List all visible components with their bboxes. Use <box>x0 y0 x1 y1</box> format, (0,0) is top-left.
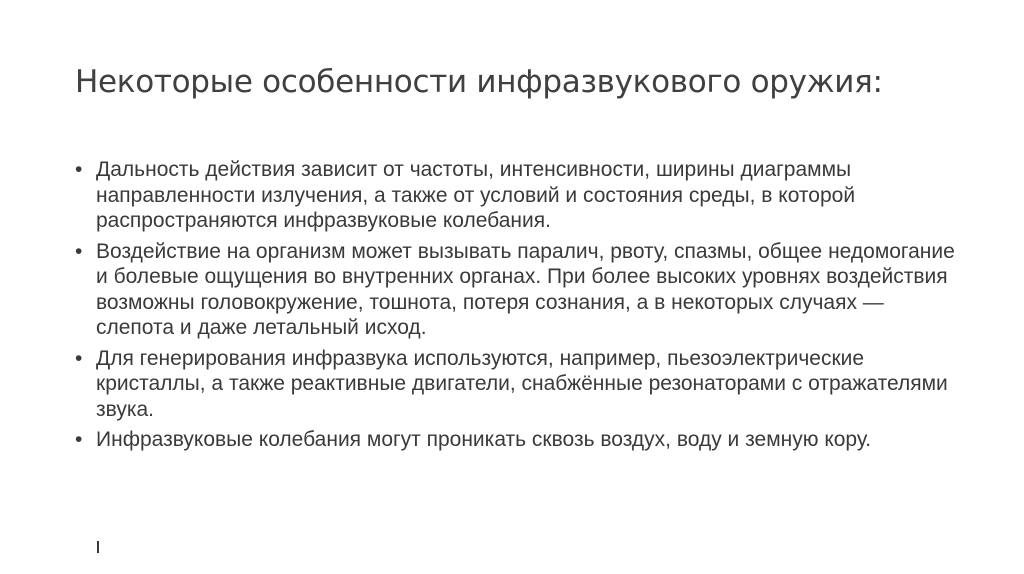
bullet-item-range <box>75 157 955 234</box>
bullet-list <box>75 157 955 458</box>
bullet-icon: • <box>75 158 83 181</box>
bullet-item-penetration <box>75 427 955 453</box>
bullet-text: Инфразвуковые колебания могут проникать сквозь воздух, воду и земную кору. <box>96 428 872 451</box>
bullet-text: Для генерирования инфразвука используются, например, пьезоэлектрические кристаллы, а также реактивные двигатели, снабжённые резонаторами с отражателями звука. <box>96 346 948 421</box>
bullet-icon: • <box>75 428 83 451</box>
bullet-icon: • <box>75 346 83 370</box>
bullet-text: Воздействие на организм может вызывать паралич, рвоту, спазмы, общее недомогание и болевые ощущения во внутренних органах. При более высоких уровнях воздействия возможны головокружение, тошнота, потеря сознания, а в некоторых случаях — слепота и даже летальный исход. <box>96 239 955 339</box>
bullet-text: Дальность действия зависит от частоты, интенсивности, ширины диаграммы направленности излучения, а также от условий и состояния среды, в которой распространяются инфразвуковые колебания. <box>96 158 856 232</box>
bullet-item-effects <box>75 239 955 341</box>
slide-title: Некоторые особенности инфразвукового оружия: <box>75 64 883 100</box>
bullet-item-generation <box>75 346 955 423</box>
text-cursor <box>97 541 99 553</box>
bullet-icon: • <box>75 239 83 263</box>
